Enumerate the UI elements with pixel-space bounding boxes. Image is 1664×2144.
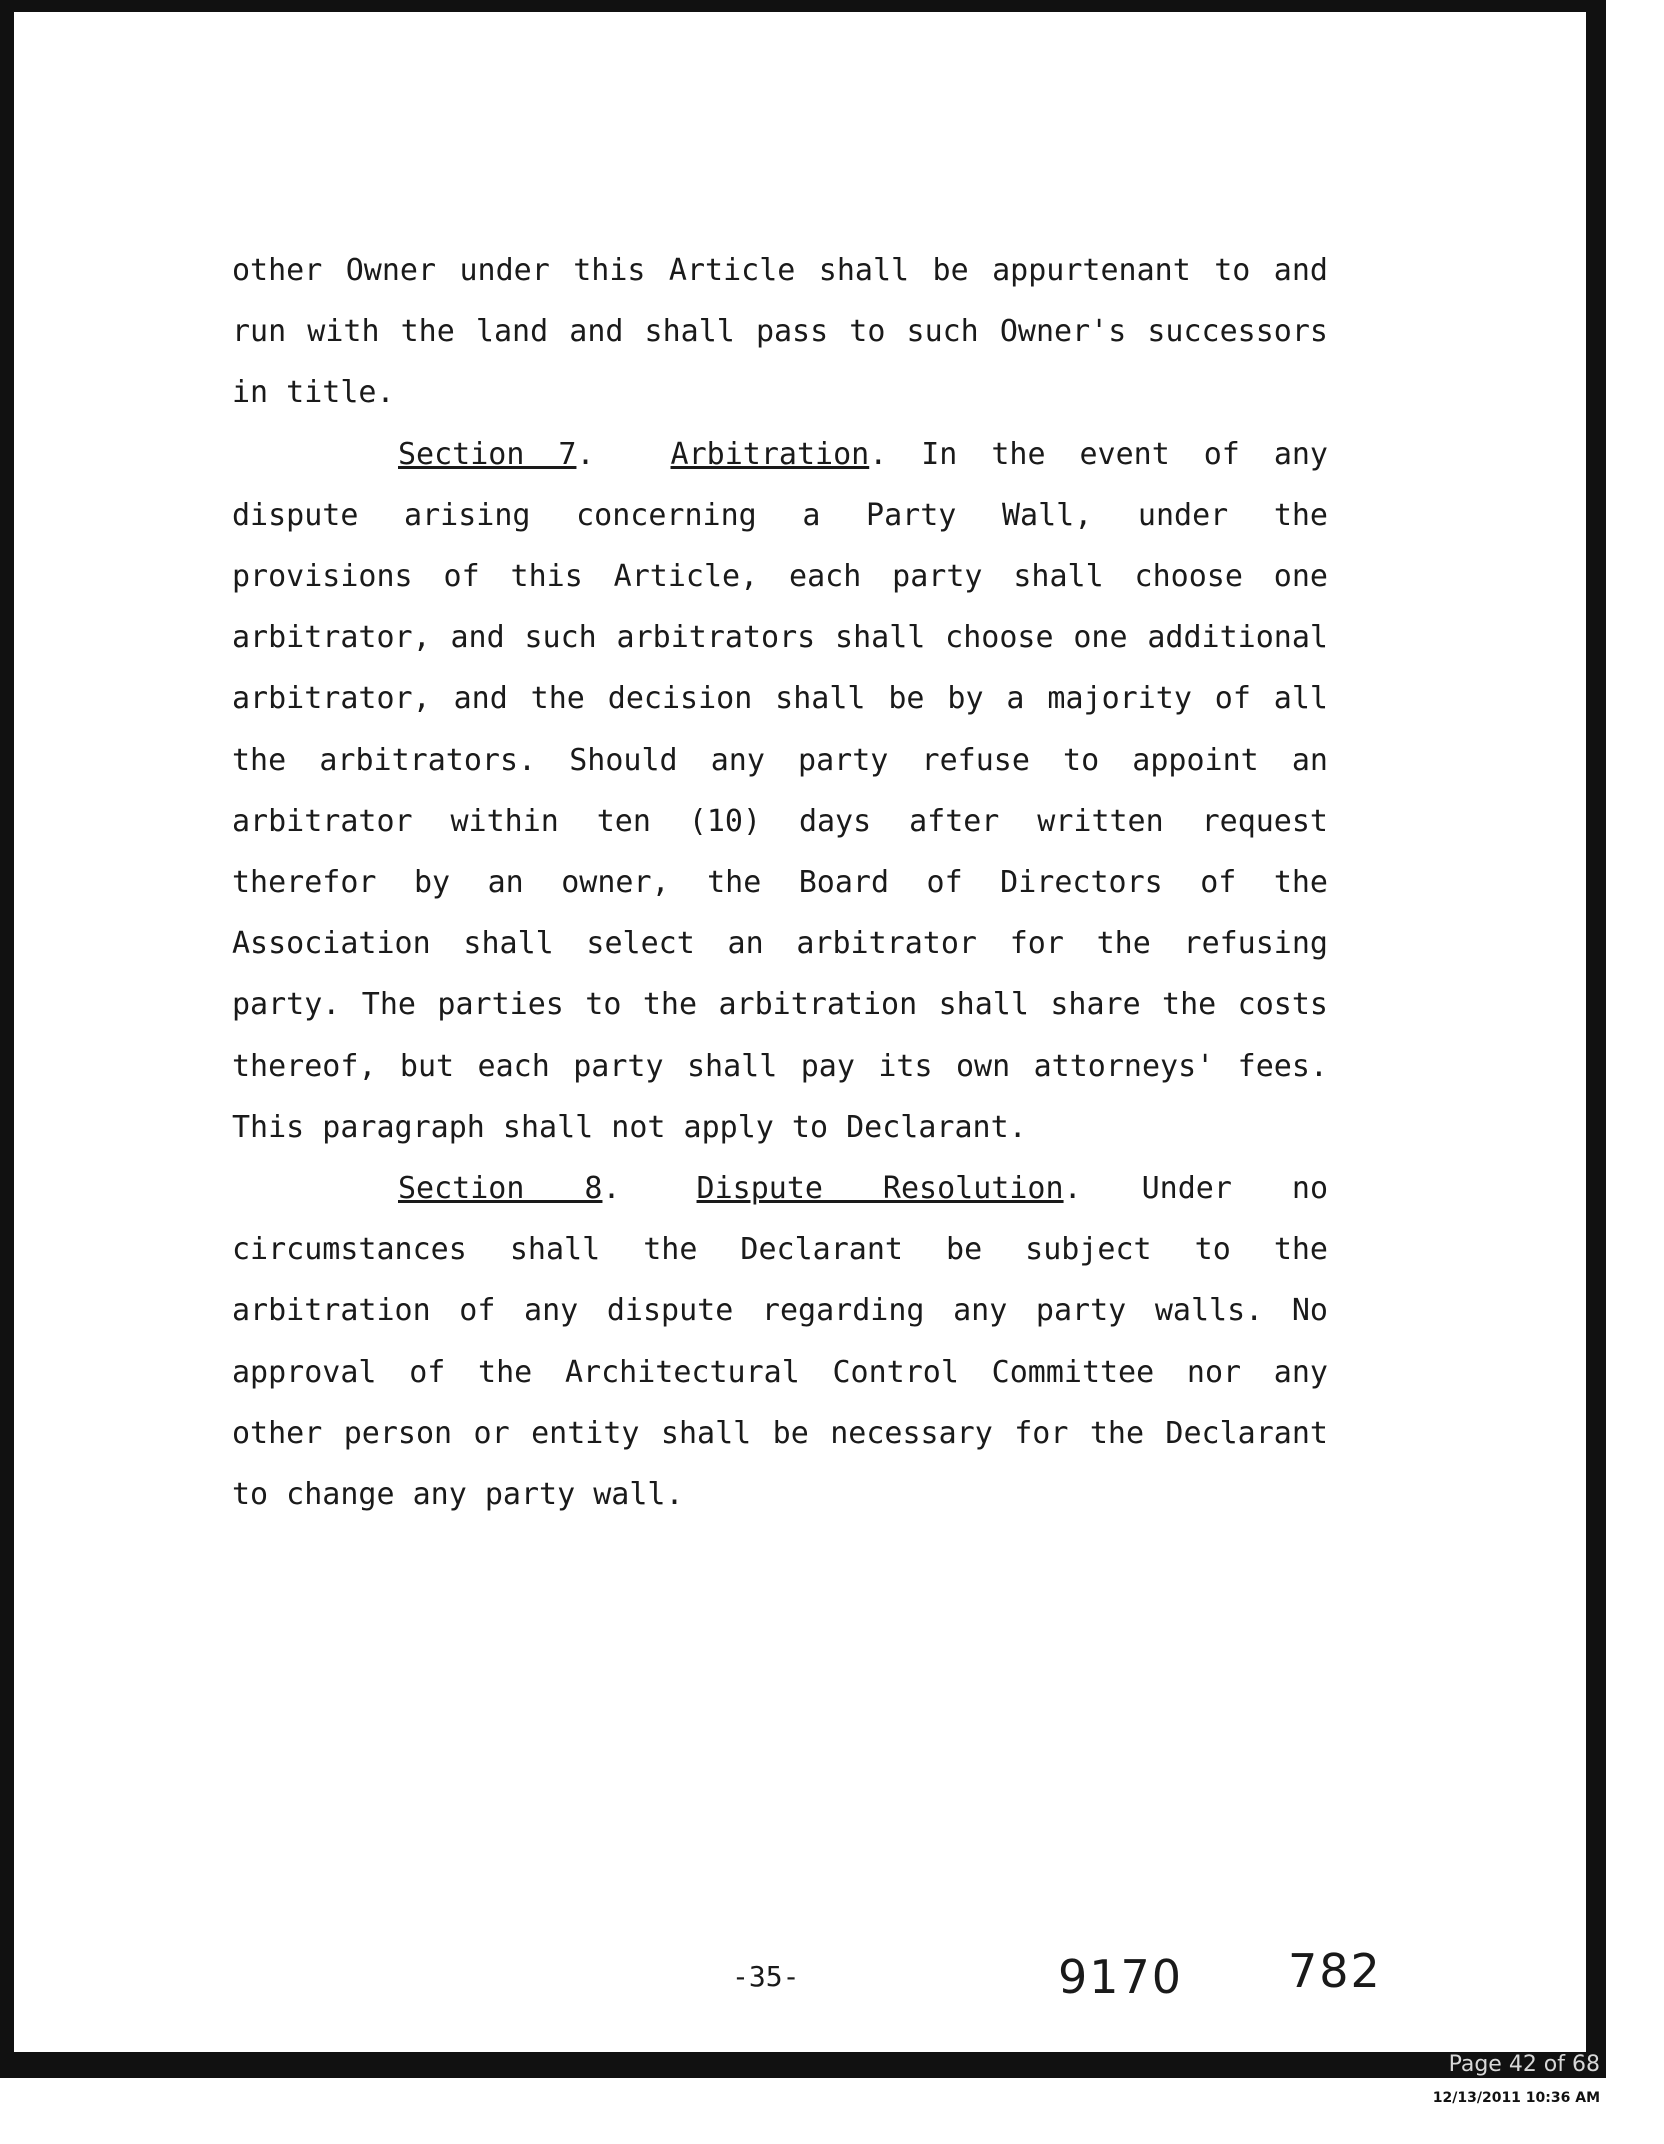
continuation-paragraph: other Owner under this Article shall be appurtenant to and run with the land and shall pass to such Owner's successors in title. (232, 253, 1328, 411)
scan-border-right (1586, 0, 1606, 2062)
page-reference: 782 (1288, 1944, 1382, 1998)
section-7-title: Arbitration (670, 436, 870, 472)
timestamp: 12/13/2011 10:36 AM (1432, 2090, 1600, 2106)
section-8-title: Dispute Resolution (696, 1171, 1064, 1207)
section-7-number: Section 7 (398, 436, 577, 472)
page-stamp: Page 42 of 68 (1448, 2052, 1600, 2077)
scan-border-left (0, 0, 14, 2062)
section-7-body: In the event of any dispute arising concerning a Party Wall, under the provisions of this Article, each party shall choose one arbitrator, and such arbitrators shall choose one additional arbitrator, and the decision shall be by a majority of all the arbitrators. Should any party refuse to appoint an arbitrator within ten (10) days after written request therefor by an owner, the Board of Directors of the Association shall select an arbitrator for the refusing party. The parties to the arbitration shall share the costs thereof, but each party shall pay its own attorneys' fees. This paragraph shall not apply to Declarant. (232, 436, 1328, 1145)
scan-border-top (0, 0, 1600, 12)
section-7-paragraph: Section 7. Arbitration. In the event of any dispute arising concerning a Party Wall, under the provisions of this Article, each party shall choose one arbitrator, and such arbitrators shall choose one additional arbitrator, and the decision shall be by a majority of all the arbitrators. Should any party refuse to appoint an arbitrator within ten (10) days after written request therefor by an owner, the Board of Directors of the Association shall select an arbitrator for the refusing party. The parties to the arbitration shall share the costs thereof, but each party shall pay its own attorneys' fees. This paragraph shall not apply to Declarant. (232, 436, 1328, 1145)
section-8-number: Section 8 (398, 1171, 603, 1207)
scan-border-bottom (0, 2052, 1606, 2078)
page-number: -35- (732, 1960, 800, 1993)
document-body (232, 240, 1328, 1525)
section-8-paragraph: Section 8. Dispute Resolution. Under no circumstances shall the Declarant be subject to the arbitration of any dispute regarding any party walls. No approval of the Architectural Control Committee nor any other person or entity shall be necessary for the Declarant to change any party wall. (232, 1171, 1329, 1513)
document-number: 9170 (1058, 1950, 1184, 2004)
section-8-body: Under no circumstances shall the Declarant be subject to the arbitration of any dispute regarding any party walls. No approval of the Architectural Control Committee nor any other person or entity shall be necessary for the Declarant to change any party wall. (232, 1171, 1329, 1513)
